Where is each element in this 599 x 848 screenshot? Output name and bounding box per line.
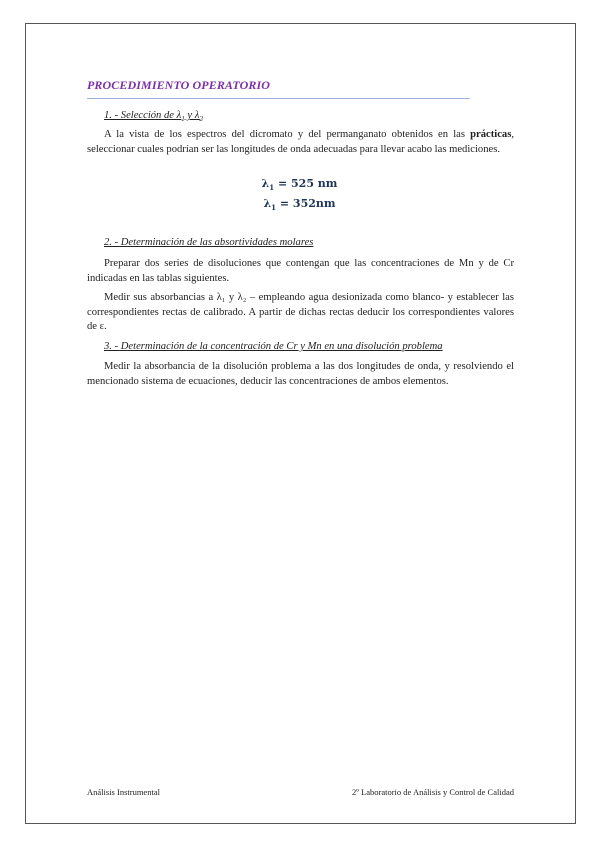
section3-paragraph: Medir la absorbancia de la disolución problema a las dos longitudes de onda, y resolviendo el mencionado sistema de ecuaciones, deducir las concentraciones de ambos elementos. <box>87 361 514 387</box>
section1-heading: 1. - Selección de $\lambda_1$ y $\lambda_2$ <box>104 110 203 124</box>
footer-right: 2º Laboratorio de Análisis y Control de Calidad <box>352 787 514 797</box>
formula-lambda1: $\lambda_1 = 525$ nm <box>261 177 338 193</box>
section2-heading: 2. - Determinación de las absortividades molares <box>104 237 314 248</box>
formula-lambda2: $\lambda_1 = 352nm$ <box>263 197 336 213</box>
section-header <box>87 76 470 99</box>
section-title: PROCEDIMIENTO OPERATORIO <box>87 78 270 92</box>
section3-heading: 3. - Determinación de la concentración de Cr y Mn en una disolución problema <box>104 341 443 352</box>
section2-paragraph-1: Preparar dos series de disoluciones que contengan que las concentraciones de Mn y de Cr indicadas en las tablas siguientes. <box>87 258 514 284</box>
section2-paragraph-2: Medir sus absorbancias a λ₁ y λ₂ – empleando agua desionizada como blanco- y establecer las correspondientes rectas de calibrado. A partir de dichas rectas deducir los correspondientes valores de ε. <box>87 292 514 332</box>
footer-left: Análisis Instrumental <box>87 787 160 797</box>
section1-paragraph: A la vista de los espectros del dicromato y del permanganato obtenidos en las prácticas, seleccionar cuales podrían ser las longitudes de onda adecuadas para llevar acabo las mediciones. <box>87 129 514 155</box>
